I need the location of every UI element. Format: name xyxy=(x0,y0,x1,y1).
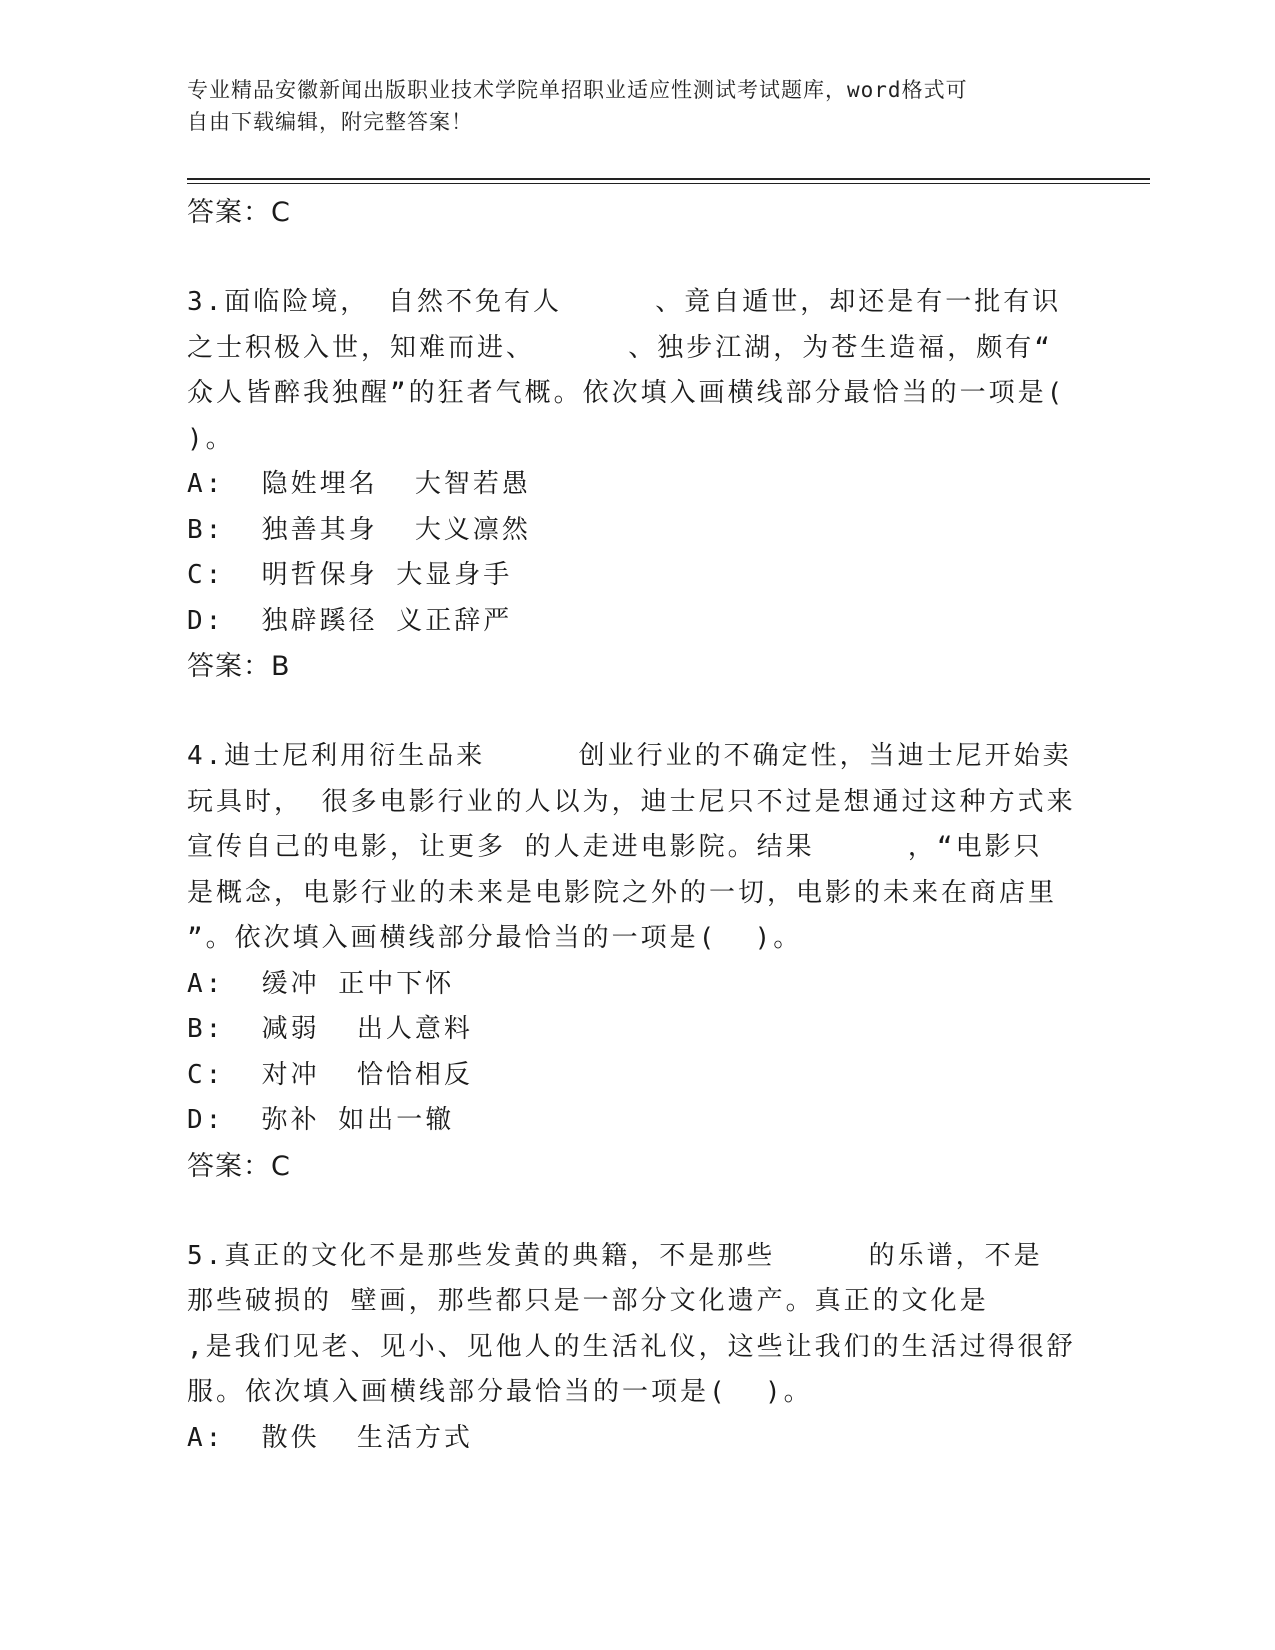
option-b: B: 减弱 出人意料 xyxy=(187,1014,473,1044)
question-text-line: ”。依次填入画横线部分最恰当的一项是( )。 xyxy=(187,923,803,953)
answer-line: 答案：C xyxy=(187,197,291,228)
page-header xyxy=(187,74,1067,138)
spacer xyxy=(187,236,1087,280)
spacer xyxy=(187,690,1087,734)
question-text-line: )。 xyxy=(187,423,235,454)
question-text-line: 服。依次填入画横线部分最恰当的一项是( )。 xyxy=(187,1377,813,1407)
question-text-line: 是概念，电影行业的未来是电影院之外的一切，电影的未来在商店里 xyxy=(187,877,1058,908)
option-d: D: 弥补 如出一辙 xyxy=(187,1105,455,1135)
document-body xyxy=(187,190,1087,1461)
question-block xyxy=(187,1234,1087,1462)
header-line-1: 专业精品安徽新闻出版职业技术学院单招职业适应性测试考试题库，word格式可 xyxy=(187,78,968,102)
option-c: C: 对冲 恰恰相反 xyxy=(187,1059,473,1090)
question-text-line: ,是我们见老、见小、见他人的生活礼仪，这些让我们的生活过得很舒 xyxy=(187,1331,1076,1362)
question-text-line: 3.面临险境， 自然不免有人 、竟自遁世，却还是有一批有识 xyxy=(187,287,1062,317)
question-text-line: 之士积极入世，知难而进、 、独步江湖，为苍生造福，颇有“ xyxy=(187,332,1053,363)
question-block xyxy=(187,280,1087,690)
option-a: A: 散佚 生活方式 xyxy=(187,1422,473,1453)
question-text-line: 众人皆醉我独醒”的狂者气概。依次填入画横线部分最恰当的一项是( xyxy=(187,378,1066,408)
option-c: C: 明哲保身 大显身手 xyxy=(187,560,513,590)
option-b: B: 独善其身 大义凛然 xyxy=(187,514,531,545)
question-text-line: 玩具时， 很多电影行业的人以为，迪士尼只不过是想通过这种方式来 xyxy=(187,786,1076,817)
header-divider-thin xyxy=(187,183,1150,184)
spacer xyxy=(187,1190,1087,1234)
answer-line: 答案：B xyxy=(187,651,291,682)
option-d: D: 独辟蹊径 义正辞严 xyxy=(187,605,513,636)
question-text-line: 4.迪士尼利用衍生品来 创业行业的不确定性，当迪士尼开始卖 xyxy=(187,741,1072,771)
answer-line: 答案：C xyxy=(187,1150,291,1182)
question-text-line: 那些破损的 壁画，那些都只是一部分文化遗产。真正的文化是 xyxy=(187,1286,989,1316)
question-text-line: 宣传自己的电影，让更多 的人走进电影院。结果 ，“电影只 xyxy=(187,832,1043,862)
question-block xyxy=(187,734,1087,1190)
question-text-line: 5.真正的文化不是那些发黄的典籍，不是那些 的乐谱，不是 xyxy=(187,1240,1043,1271)
option-a: A: 隐姓埋名 大智若愚 xyxy=(187,469,531,499)
header-line-2: 自由下载编辑，附完整答案！ xyxy=(187,110,473,134)
option-a: A: 缓冲 正中下怀 xyxy=(187,968,455,999)
header-divider xyxy=(187,178,1150,180)
